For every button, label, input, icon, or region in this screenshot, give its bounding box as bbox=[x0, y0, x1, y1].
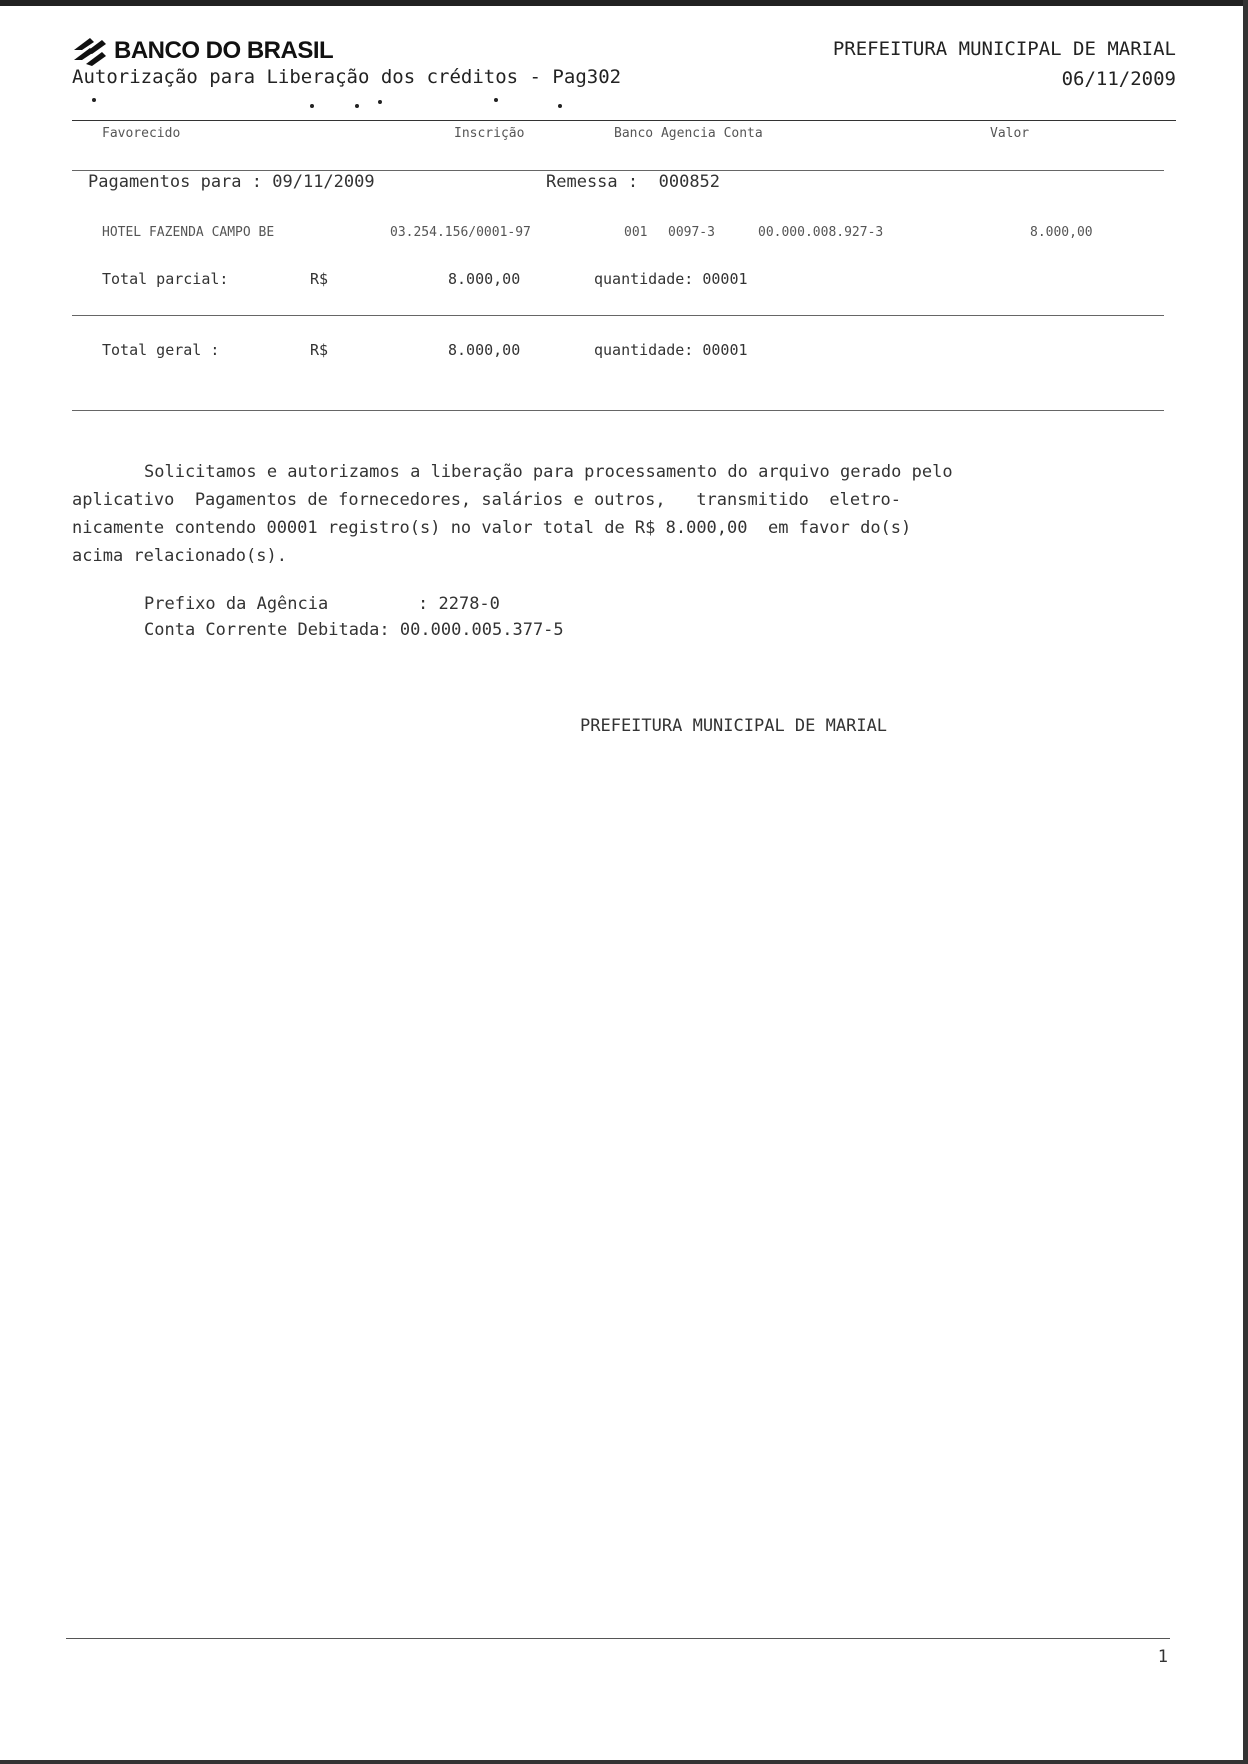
total-geral-amount: 8.000,00 bbox=[448, 341, 521, 359]
total-parcial-currency: R$ bbox=[310, 270, 329, 288]
scan-speck bbox=[310, 104, 314, 108]
scan-right-edge bbox=[1243, 0, 1248, 1764]
remessa-label: Remessa bbox=[546, 172, 618, 192]
total-parcial-amount: 8.000,00 bbox=[448, 270, 521, 288]
scan-speck bbox=[355, 104, 359, 108]
entry-favorecido: HOTEL FAZENDA CAMPO BE bbox=[102, 225, 275, 240]
scan-bottom-edge bbox=[0, 1760, 1248, 1764]
account-number: 00.000.005.377-5 bbox=[399, 620, 564, 640]
quantity-value: 00001 bbox=[702, 270, 748, 288]
scan-speck bbox=[92, 98, 96, 102]
quantity-value: 00001 bbox=[702, 341, 748, 359]
payment-line: Pagamentos para : 09/11/2009 bbox=[88, 172, 375, 192]
entry-banco: 001 bbox=[624, 225, 648, 240]
body-line-3: nicamente contendo 00001 registro(s) no valor total de R$ 8.000,00 em favor do(s) bbox=[72, 518, 912, 538]
banco-do-brasil-logo-icon bbox=[72, 36, 108, 66]
entry-valor: 8.000,00 bbox=[1030, 225, 1093, 240]
client-name: PREFEITURA MUNICIPAL DE MARIAL bbox=[832, 38, 1176, 60]
total-geral-quantity bbox=[594, 341, 748, 359]
payment-label: Pagamentos para bbox=[88, 172, 242, 192]
total-parcial-quantity bbox=[594, 270, 748, 288]
document-title: Autorização para Liberação dos créditos - Pag302 bbox=[72, 66, 622, 88]
payment-date: 09/11/2009 bbox=[272, 172, 375, 192]
entry-agencia: 0097-3 bbox=[668, 225, 715, 240]
scan-speck bbox=[494, 98, 498, 102]
body-line-2: aplicativo Pagamentos de fornecedores, salários e outros, transmitido eletro- bbox=[72, 490, 902, 510]
page-number: 1 bbox=[1157, 1647, 1168, 1667]
total-geral-currency: R$ bbox=[310, 341, 329, 359]
document-date: 06/11/2009 bbox=[1061, 68, 1176, 90]
account-line: Conta Corrente Debitada: 00.000.005.377-5 bbox=[144, 620, 564, 640]
body-line-4: acima relacionado(s). bbox=[72, 546, 287, 566]
total-parcial-label: Total parcial: bbox=[102, 270, 229, 288]
quantity-label: quantidade: bbox=[594, 341, 694, 359]
bank-logo bbox=[72, 36, 333, 66]
scan-top-edge bbox=[0, 0, 1248, 6]
quantity-label: quantidade: bbox=[594, 270, 694, 288]
column-rule bbox=[72, 170, 1164, 171]
scan-speck bbox=[558, 104, 562, 108]
col-banco-agencia-conta: Banco Agencia Conta bbox=[614, 126, 763, 141]
subtotal-rule bbox=[72, 315, 1164, 316]
col-inscricao: Inscrição bbox=[454, 126, 525, 141]
entry-inscricao: 03.254.156/0001-97 bbox=[390, 225, 531, 240]
agency-prefix-label: Prefixo da Agência bbox=[144, 594, 329, 614]
header-rule bbox=[72, 120, 1176, 121]
col-valor: Valor bbox=[990, 126, 1030, 141]
total-rule bbox=[72, 410, 1164, 411]
entry-conta: 00.000.008.927-3 bbox=[758, 225, 884, 240]
agency-prefix-number: 2278-0 bbox=[438, 594, 500, 614]
col-favorecido: Favorecido bbox=[102, 126, 181, 141]
remessa-number: 000852 bbox=[658, 172, 721, 192]
signature-block: PREFEITURA MUNICIPAL DE MARIAL bbox=[580, 716, 888, 736]
remessa-line: Remessa : 000852 bbox=[546, 172, 721, 192]
account-label: Conta Corrente Debitada bbox=[144, 620, 380, 640]
footer-rule bbox=[66, 1638, 1170, 1639]
scan-speck bbox=[378, 100, 382, 104]
agency-prefix-value: : 2278-0 bbox=[418, 594, 500, 614]
bank-name: BANCO DO BRASIL bbox=[114, 37, 334, 64]
body-line-1: Solicitamos e autorizamos a liberação para processamento do arquivo gerado pelo bbox=[144, 462, 953, 482]
total-geral-label: Total geral : bbox=[102, 341, 220, 359]
